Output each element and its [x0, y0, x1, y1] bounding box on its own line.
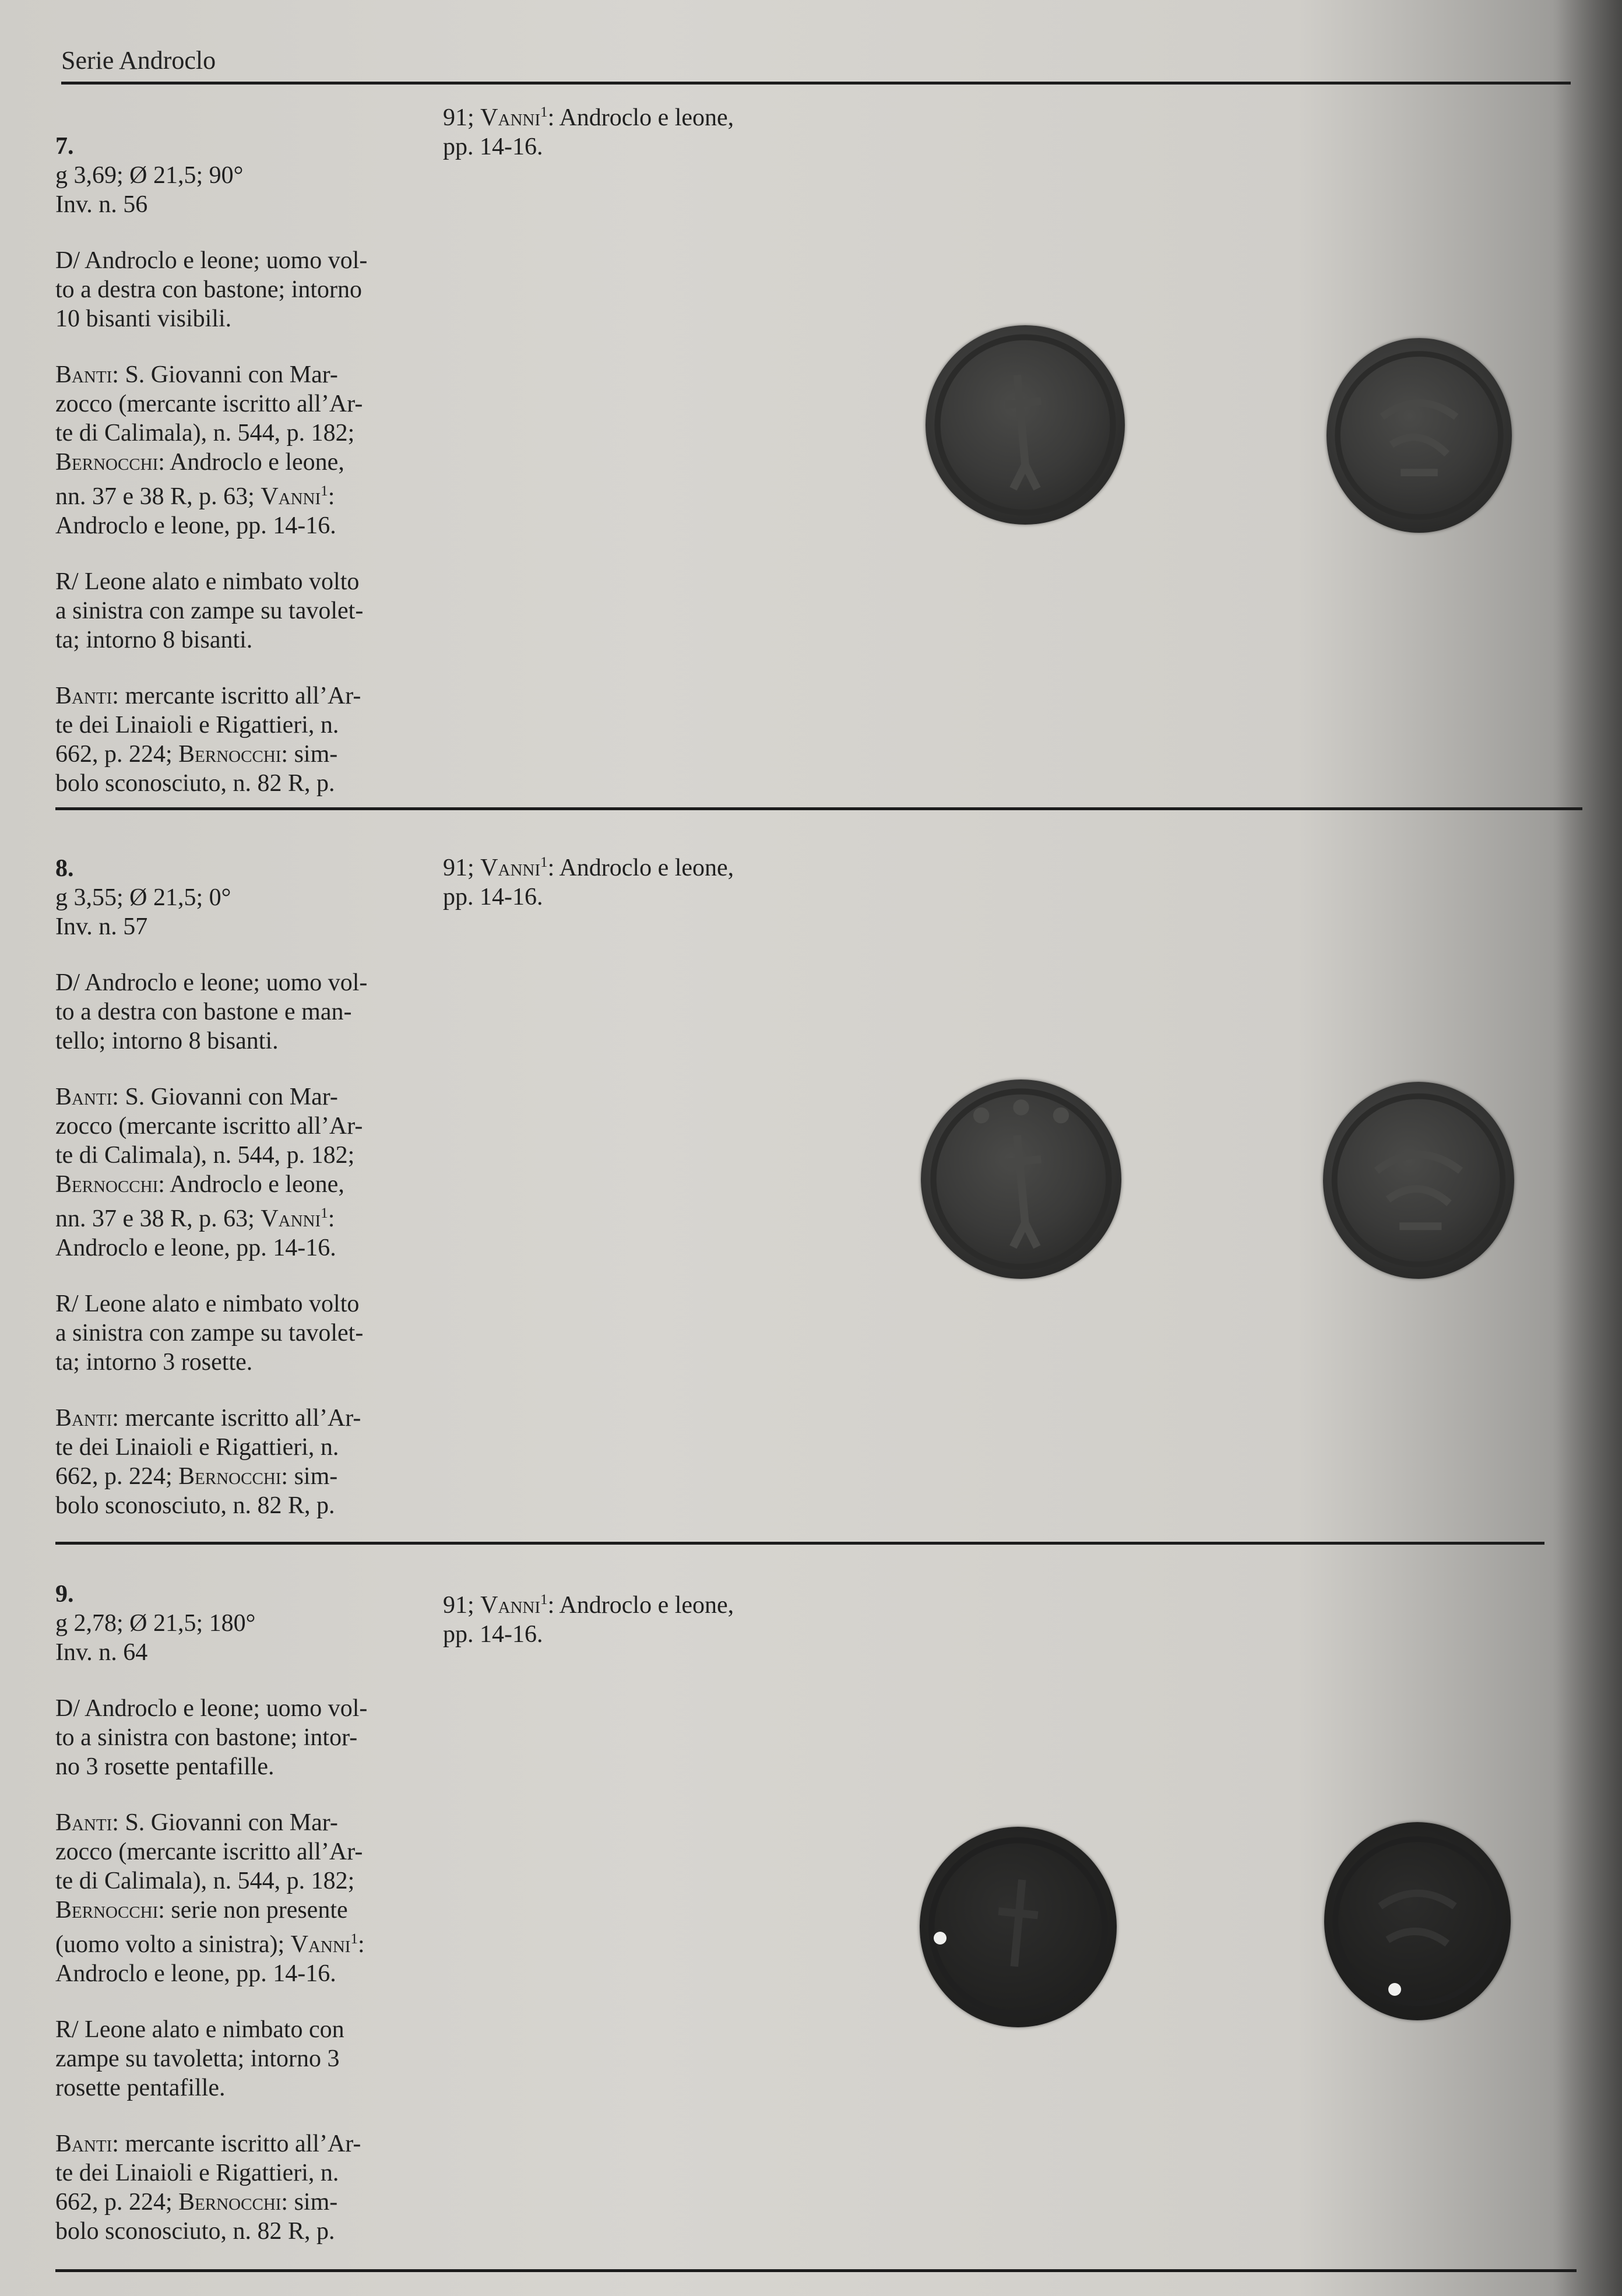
- weight-diameter-axis: g 3,55; Ø 21,5; 0°: [55, 884, 231, 911]
- header-rule: [61, 82, 1571, 85]
- reverse-references: Banti: mercante iscritto all’Ar- te dei Linaioli e Rigattieri, n. 662, p. 224; Bernocchi: sim- bolo sconosciuto, n. 82 R, p.: [55, 2130, 361, 2245]
- entry-divider: [55, 2269, 1577, 2272]
- reverse-description: R/ Leone alato e nimbato con zampe su tavoletta; intorno 3 rosette pentafille.: [55, 2016, 344, 2101]
- reverse-references: Banti: mercante iscritto all’Ar- te dei Linaioli e Rigattieri, n. 662, p. 224; Bernocchi: sim- bolo sconosciuto, n. 82 R, p.: [55, 1405, 361, 1519]
- coin-obverse-image: [921, 1080, 1121, 1279]
- references-continuation: 91; Vanni$^1$: Androclo e leone, pp. 14-16.: [443, 855, 734, 910]
- inventory-number: Inv. n. 56: [55, 191, 148, 218]
- reverse-description: R/ Leone alato e nimbato volto a sinistra con zampe su tavolet- ta; intorno 3 rosette.: [55, 1291, 364, 1376]
- coin-reverse-image: [1327, 338, 1512, 533]
- references-continuation: 91; Vanni$^1$: Androclo e leone, pp. 14-16.: [443, 104, 734, 160]
- reverse-description: R/ Leone alato e nimbato volto a sinistra con zampe su tavolet- ta; intorno 8 bisanti.: [55, 568, 364, 653]
- obverse-references: Banti: S. Giovanni con Mar- zocco (mercante iscritto all’Ar- te di Calimala), n. 544, p. 182; Bernocchi: serie non presente (uomo volto a sinistra); Vanni$^1$: Androclo e leone, pp. 14-16.: [55, 1809, 365, 1987]
- obverse-references: Banti: S. Giovanni con Mar- zocco (mercante iscritto all’Ar- te di Calimala), n. 544, p. 182; Bernocchi: Androclo e leone, nn. 37 e 38 R, p. 63; Vanni$^1$: Androclo e leone, pp. 14-16.: [55, 1084, 363, 1261]
- weight-diameter-axis: g 3,69; Ø 21,5; 90°: [55, 162, 244, 189]
- coin-reverse-image: [1324, 1822, 1511, 2020]
- obverse-references: Banti: S. Giovanni con Mar- zocco (mercante iscritto all’Ar- te di Calimala), n. 544, p. 182; Bernocchi: Androclo e leone, nn. 37 e 38 R, p. 63; Vanni$^1$: Androclo e leone, pp. 14-16.: [55, 361, 363, 539]
- entry-meta: [55, 854, 399, 941]
- weight-diameter-axis: g 2,78; Ø 21,5; 180°: [55, 1610, 256, 1637]
- entry-divider: [55, 1542, 1544, 1545]
- entry-meta: [55, 132, 399, 219]
- entry-number: 7.: [55, 133, 74, 160]
- entry-number: 8.: [55, 855, 74, 882]
- page-edge-shadow: [1552, 0, 1622, 2296]
- obverse-description: D/ Androclo e leone; uomo vol- to a destra con bastone e man- tello; intorno 8 bisanti.: [55, 969, 368, 1054]
- inventory-number: Inv. n. 64: [55, 1639, 148, 1666]
- obverse-description: D/ Androclo e leone; uomo vol- to a destra con bastone; intorno 10 bisanti visibili.: [55, 247, 368, 332]
- obverse-description: D/ Androclo e leone; uomo vol- to a sinistra con bastone; intor- no 3 rosette pentafille.: [55, 1695, 368, 1780]
- coin-reverse-image: [1323, 1082, 1514, 1279]
- coin-obverse-image: [920, 1827, 1117, 2027]
- inventory-number: Inv. n. 57: [55, 913, 148, 940]
- references-continuation: 91; Vanni$^1$: Androclo e leone, pp. 14-16.: [443, 1592, 734, 1648]
- entry-number: 9.: [55, 1581, 74, 1608]
- running-header: Serie Androclo: [61, 46, 216, 75]
- coin-obverse-image: [926, 325, 1125, 525]
- reverse-references: Banti: mercante iscritto all’Ar- te dei Linaioli e Rigattieri, n. 662, p. 224; Bernocchi: sim- bolo sconosciuto, n. 82 R, p.: [55, 683, 361, 797]
- pierced-hole: [1388, 1983, 1401, 1996]
- entry-meta: [55, 1580, 399, 1667]
- pierced-hole: [934, 1932, 947, 1945]
- entry-divider: [55, 807, 1582, 810]
